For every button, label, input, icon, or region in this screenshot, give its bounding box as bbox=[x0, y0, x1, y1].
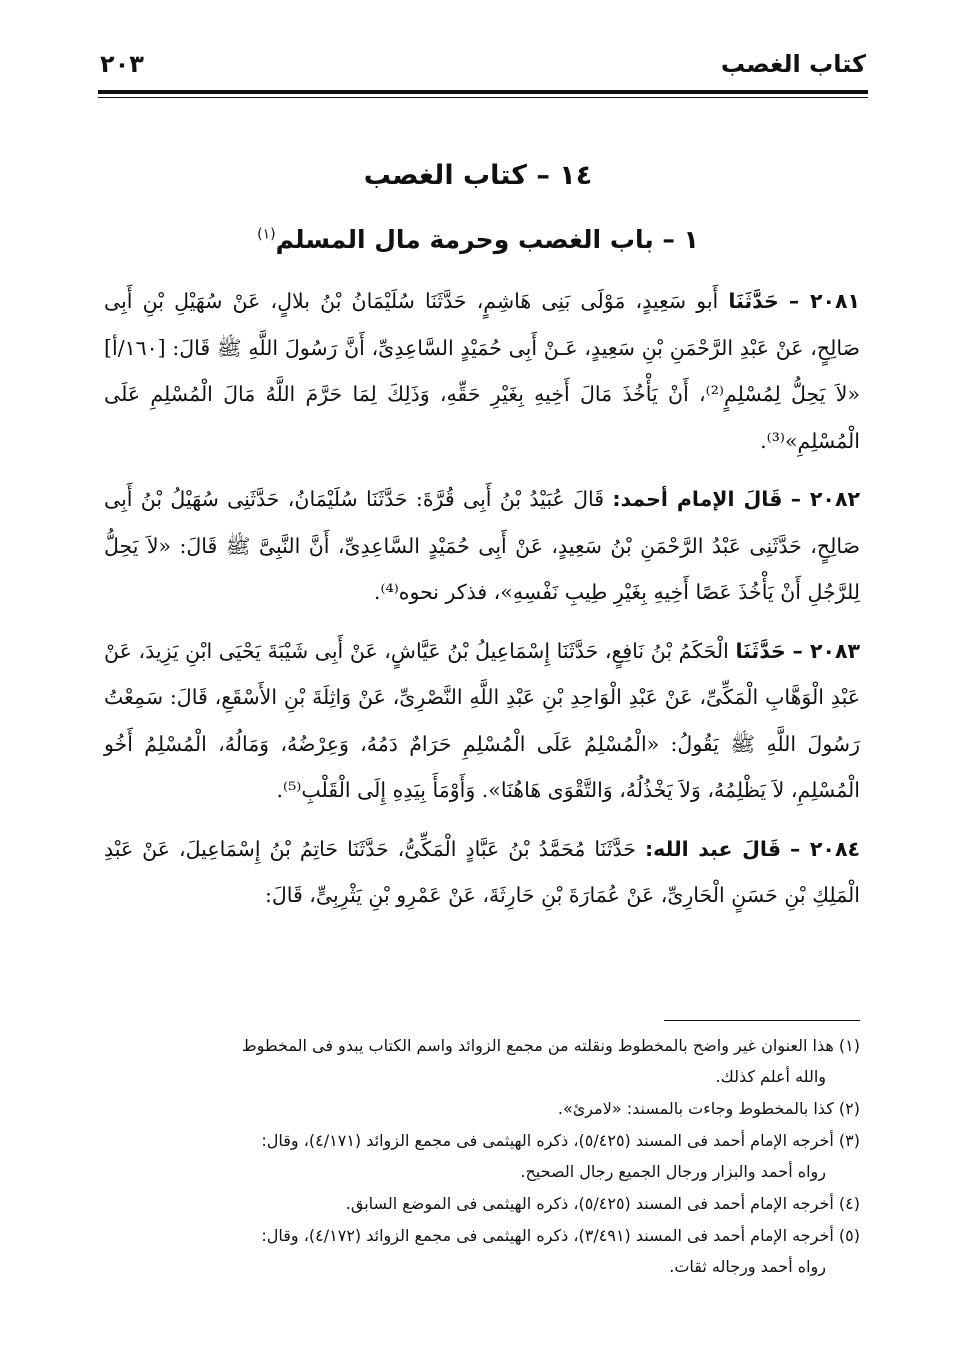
running-header bbox=[100, 46, 866, 90]
hadith-body bbox=[104, 278, 860, 931]
hadith-number: ٢٠٨٤ – bbox=[790, 836, 860, 861]
footnote-3 bbox=[104, 1125, 860, 1187]
hadith-lead: حَدَّثَنَا bbox=[728, 289, 779, 313]
footnote-2 bbox=[104, 1093, 860, 1124]
footnote-text: أخرجه الإمام أحمد فى المسند (٣/٤٩١)، ذكره الهيثمى فى مجمع الزوائد (٤/١٧٢)، وقال: bbox=[261, 1226, 834, 1245]
footnote-text: أخرجه الإمام أحمد فى المسند (٥/٤٢٥)، ذكره الهيثمى فى الموضع السابق. bbox=[345, 1194, 834, 1213]
header-rule-thin bbox=[98, 97, 868, 98]
hadith-lead: حَدَّثَنَا bbox=[735, 638, 786, 663]
footnote-separator bbox=[664, 1020, 860, 1021]
footnote-label: (٥) bbox=[838, 1226, 860, 1245]
footnote-continuation: رواه أحمد ورجاله ثقات. bbox=[669, 1257, 826, 1276]
footnote-4 bbox=[104, 1188, 860, 1219]
footnotes bbox=[104, 1030, 860, 1283]
footnote-label: (١) bbox=[838, 1036, 860, 1055]
footnote-continuation: والله أعلم كذلك. bbox=[715, 1067, 826, 1086]
running-title: كتاب الغصب bbox=[720, 50, 866, 78]
header-rule bbox=[98, 90, 868, 94]
hadith-2084 bbox=[104, 826, 860, 919]
hadith-2082 bbox=[104, 476, 860, 616]
footnote-text: أخرجه الإمام أحمد فى المسند (٥/٤٢٥)، ذكره الهيثمى فى مجمع الزوائد (٤/١٧١)، وقال: bbox=[261, 1131, 834, 1150]
hadith-text: قَالَ عُبَيْدُ بْنُ أَبِى قُرَّةَ: حَدَّثَنَا سُلَيْمَانُ، حَدَّثَنِى سُهَيْلُ بْنُ أَبِى صَالِحٍ، حَدَّثَنِى عَبْدُ الرَّحْمَنِ بْنُ سَعِيدٍ، عَنْ أَبِى حُمَيْدٍ السَّاعِدِىِّ، أَنَّ النَّبِىَّ ﷺ قَالَ: «لاَ يَحِلُّ لِلرَّجُلِ أَنْ يَأْخُذَ عَصًا أَخِيهِ بِغَيْرِ طِيبِ نَفْسِهِ»، فذكر نحوه⁽⁴⁾. bbox=[104, 487, 860, 604]
hadith-lead: قَالَ عبد الله: bbox=[644, 836, 782, 861]
hadith-2083 bbox=[104, 628, 860, 814]
hadith-number: ٢٠٨٢ – bbox=[790, 487, 860, 511]
hadith-lead: قَالَ الإمام أحمد: bbox=[612, 487, 783, 511]
chapter-title-text: ١ – باب الغصب وحرمة مال المسلم bbox=[275, 225, 699, 254]
footnote-label: (٣) bbox=[838, 1131, 860, 1150]
hadith-number: ٢٠٨٣ – bbox=[792, 638, 860, 663]
footnote-text: كذا بالمخطوط وجاءت بالمسند: «لامرئ». bbox=[557, 1099, 834, 1118]
chapter-note-ref: (١) bbox=[257, 226, 276, 243]
hadith-2081 bbox=[104, 278, 860, 464]
footnote-continuation: رواه أحمد والبزار ورجال الجميع رجال الصحيح. bbox=[520, 1162, 826, 1181]
page-number: ٢٠٣ bbox=[100, 50, 144, 78]
hadith-text: حَدَّثَنَا مُحَمَّدُ بْنُ عَبَّادٍ الْمَكِّىُّ، حَدَّثَنَا حَاتِمُ بْنُ إِسْمَاعِيلَ، عَنْ عَبْدِ الْمَلِكِ بْنِ حَسَنٍ الْحَارِىِّ، عَنْ عُمَارَةَ بْنِ حَارِثَةَ، عَنْ عَمْرِو بْنِ يَثْرِبِىٍّ، قَالَ: bbox=[104, 836, 860, 907]
footnote-text: هذا العنوان غير واضح بالمخطوط ونقلته من مجمع الزوائد واسم الكتاب يبدو فى المخطوط bbox=[241, 1036, 834, 1055]
chapter-title bbox=[0, 225, 956, 254]
footnote-label: (٤) bbox=[838, 1194, 860, 1213]
book-title: ١٤ – كتاب الغصب bbox=[363, 160, 593, 191]
hadith-number: ٢٠٨١ – bbox=[788, 289, 860, 313]
hadith-text: أَبو سَعِيدٍ، مَوْلَى بَنِى هَاشِمٍ، حَدَّثَنَا سُلَيْمَانُ بْنُ بلالٍ، عَنْ سُهَيْلِ بْنِ أَبِى صَالِحٍ، عَنْ عَبْدِ الرَّحْمَنِ بْنِ سَعِيدٍ، عَـنْ أَبِى حُمَيْدٍ السَّاعِدِىِّ، أَنَّ رَسُولَ اللَّهِ ﷺ قَالَ: [١٦٠/أ] «لاَ يَحِلُّ لِمُسْلِمٍ⁽²⁾، أَنْ يَأْخُذَ مَالَ أَخِيهِ بِغَيْرِ حَقِّهِ، وَذَلِكَ لِمَا حَرَّمَ اللَّهُ مَالَ الْمُسْلِمِ عَلَى الْمُسْلِمِ»⁽³⁾. bbox=[104, 289, 860, 453]
footnote-5 bbox=[104, 1220, 860, 1282]
hadith-text: الْحَكَمُ بْنُ نَافِعٍ، حَدَّثَنَا إِسْمَاعِيلُ بْنُ عَيَّاشٍ، عَنْ أَبِى شَيْبَةَ يَحْيَى ابْنِ يَزِيدَ، عَنْ عَبْدِ الْوَهَّابِ الْمَكِّىِّ، عَنْ عَبْدِ الْوَاحِدِ بْنِ عَبْدِ اللَّهِ النَّصْرِىِّ، عَنْ وَاثِلَةَ بْنِ الأَسْقَعِ، قَالَ: سَمِعْتُ رَسُولَ اللَّهِ ﷺ يَقُولُ: «الْمُسْلِمُ عَلَى الْمُسْلِمِ حَرَامٌ دَمُهُ، وَعِرْضُهُ، وَمَالُهُ، الْمُسْلِمُ أَخُو الْمُسْلِمِ، لاَ يَظْلِمُهُ، وَلاَ يَخْذُلُهُ، وَالتَّقْوَى هَاهُنَا». وَأَوْمَأَ بِيَدِهِ إِلَى الْقَلْبِ⁽⁵⁾. bbox=[104, 638, 860, 802]
footnote-label: (٢) bbox=[838, 1099, 860, 1118]
footnote-1 bbox=[104, 1030, 860, 1092]
